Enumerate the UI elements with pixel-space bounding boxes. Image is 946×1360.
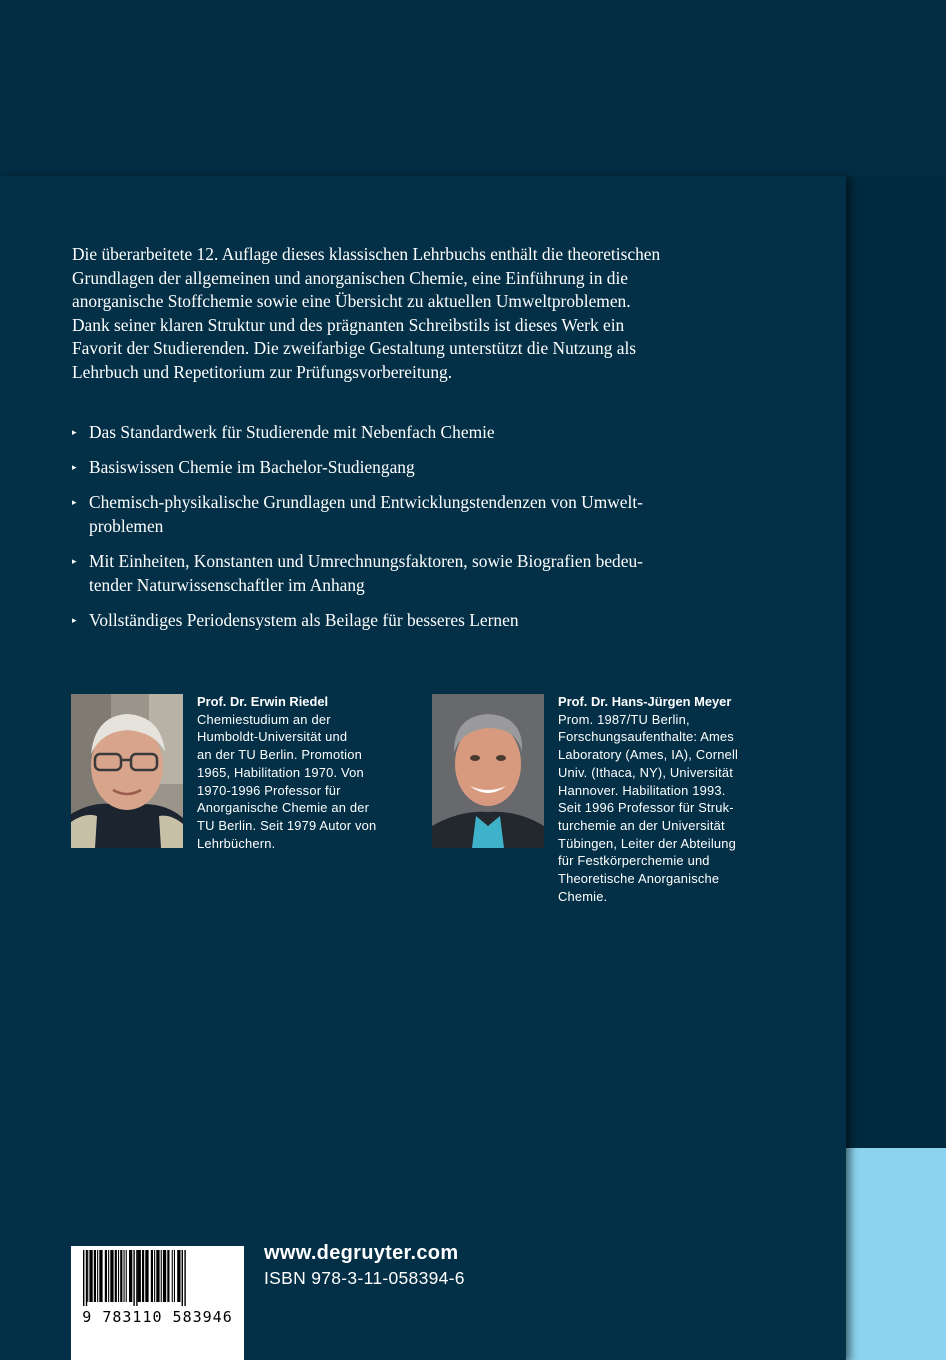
bullet-arrow-icon: ▸: [72, 614, 77, 625]
barcode-bar: [145, 1250, 148, 1302]
author-bio-riedel: [197, 693, 427, 852]
bio-line: Laboratory (Ames, IA), Cornell: [558, 747, 739, 763]
barcode-digits: 9 783110 583946: [82, 1308, 233, 1326]
barcode-bar: [89, 1250, 92, 1302]
barcode-bar: [118, 1250, 119, 1302]
bio-line: Chemiestudium an der: [197, 711, 331, 727]
feature-item: [72, 550, 792, 597]
barcode-bar: [156, 1250, 159, 1302]
barcode-bar: [86, 1250, 87, 1306]
author-photo-meyer: [432, 694, 544, 848]
barcode-bar: [87, 1250, 88, 1302]
author-name: Prof. Dr. Erwin Riedel: [197, 694, 329, 709]
barcode-bar: [151, 1250, 153, 1302]
feature-text: problemen: [89, 515, 164, 536]
barcode-bar: [167, 1250, 169, 1302]
barcode-bar: [174, 1250, 175, 1302]
barcode-bar: [154, 1250, 155, 1302]
bio-line: Prom. 1987/TU Berlin,: [558, 711, 690, 727]
bio-line: Tübingen, Leiter der Abteilung: [558, 835, 736, 851]
bio-line: für Festkörperchemie und: [558, 853, 710, 869]
bullet-arrow-icon: ▸: [72, 556, 77, 567]
bio-line: Anorganische Chemie an der: [197, 800, 370, 816]
barcode-bars: [71, 1246, 244, 1306]
barcode-bar: [97, 1250, 98, 1302]
barcode-bar: [136, 1250, 137, 1306]
feature-text: Mit Einheiten, Konstanten und Umrechnungsfaktoren, sowie Biografien bedeu-: [89, 551, 643, 572]
feature-text: Basiswissen Chemie im Bachelor-Studiengang: [89, 457, 415, 478]
barcode-bar: [182, 1250, 183, 1306]
barcode-bar: [124, 1250, 125, 1302]
bio-line: Chemie.: [558, 888, 608, 904]
bullet-arrow-icon: ▸: [72, 497, 77, 508]
right-accent-strip: [846, 1148, 946, 1360]
bio-line: 1965, Habilitation 1970. Von: [197, 764, 364, 780]
description-line: Dank seiner klaren Struktur und des prägnanten Schreibstils ist dieses Werk ein: [72, 314, 625, 335]
barcode-bar: [138, 1250, 141, 1302]
feature-item: [72, 491, 792, 538]
bullet-arrow-icon: ▸: [72, 462, 77, 473]
barcode-bar: [105, 1250, 107, 1302]
barcode-bar: [163, 1250, 166, 1302]
barcode-bar: [120, 1250, 122, 1302]
barcode-bar: [99, 1250, 102, 1302]
feature-item: [72, 421, 792, 445]
feature-text: Chemisch-physikalische Grundlagen und Entwicklungstendenzen von Umwelt-: [89, 492, 643, 513]
barcode-bar: [161, 1250, 162, 1302]
barcode-bar: [108, 1250, 109, 1302]
bio-line: TU Berlin. Seit 1979 Autor von: [197, 817, 377, 833]
bio-line: an der TU Berlin. Promotion: [197, 747, 362, 763]
portrait-image: [432, 694, 544, 848]
description-line: Favorit der Studierenden. Die zweifarbige Gestaltung unterstützt die Nutzung als: [72, 338, 637, 359]
description-line: Grundlagen der allgemeinen und anorganischen Chemie, eine Einführung in die: [72, 267, 629, 288]
isbn-number: ISBN 978-3-11-058394-6: [264, 1268, 465, 1288]
bullet-arrow-icon: ▸: [72, 427, 77, 437]
bio-line: Humboldt-Universität und: [197, 729, 348, 745]
barcode-bar: [129, 1250, 132, 1302]
author-photo-riedel: [71, 694, 183, 848]
bio-line: Hannover. Habilitation 1993.: [558, 782, 726, 798]
publisher-website: www.degruyter.com: [264, 1242, 459, 1264]
feature-item: [72, 456, 792, 480]
barcode-bar: [110, 1250, 113, 1302]
feature-text: Vollständiges Periodensystem als Beilage für besseres Lernen: [89, 609, 519, 630]
description-paragraph: [72, 243, 792, 385]
barcode-bar: [184, 1250, 185, 1306]
description-line: anorganische Stoffchemie sowie eine Übersicht zu aktuellen Umweltproblemen.: [72, 291, 631, 312]
feature-item: [72, 609, 792, 633]
description-line: Lehrbuch und Repetitorium zur Prüfungsvorbereitung.: [72, 361, 453, 382]
barcode-bar: [133, 1250, 134, 1306]
isbn-barcode: [71, 1246, 244, 1360]
barcode-bar: [177, 1250, 180, 1302]
barcode-bar: [142, 1250, 144, 1302]
feature-text: Das Standardwerk für Studierende mit Nebenfach Chemie: [89, 422, 495, 442]
top-band: [0, 0, 946, 176]
portrait-image: [71, 694, 183, 848]
right-strip-dark: [846, 176, 946, 1148]
bio-line: Seit 1996 Professor für Struk-: [558, 800, 734, 816]
barcode-bar: [126, 1250, 127, 1302]
bio-line: turchemie an der Universität: [558, 817, 725, 833]
bio-line: Forschungsaufenthalte: Ames: [558, 729, 734, 745]
bio-line: 1970-1996 Professor für: [197, 782, 341, 798]
author-bio-meyer: [558, 693, 788, 905]
barcode-bar: [83, 1250, 84, 1306]
feature-list: [72, 421, 792, 644]
description-line: Die überarbeitete 12. Auflage dieses klassischen Lehrbuchs enthält die theoretischen: [72, 244, 661, 264]
bio-line: Lehrbüchern.: [197, 835, 276, 851]
bio-line: Univ. (Ithaca, NY), Universität: [558, 764, 734, 780]
barcode-bar: [115, 1250, 117, 1302]
author-name: Prof. Dr. Hans-Jürgen Meyer: [558, 694, 732, 709]
bio-line: Theoretische Anorganische: [558, 871, 720, 887]
barcode-bar: [172, 1250, 173, 1302]
barcode-bar: [94, 1250, 96, 1302]
feature-text: tender Naturwissenschaftler im Anhang: [89, 574, 365, 595]
